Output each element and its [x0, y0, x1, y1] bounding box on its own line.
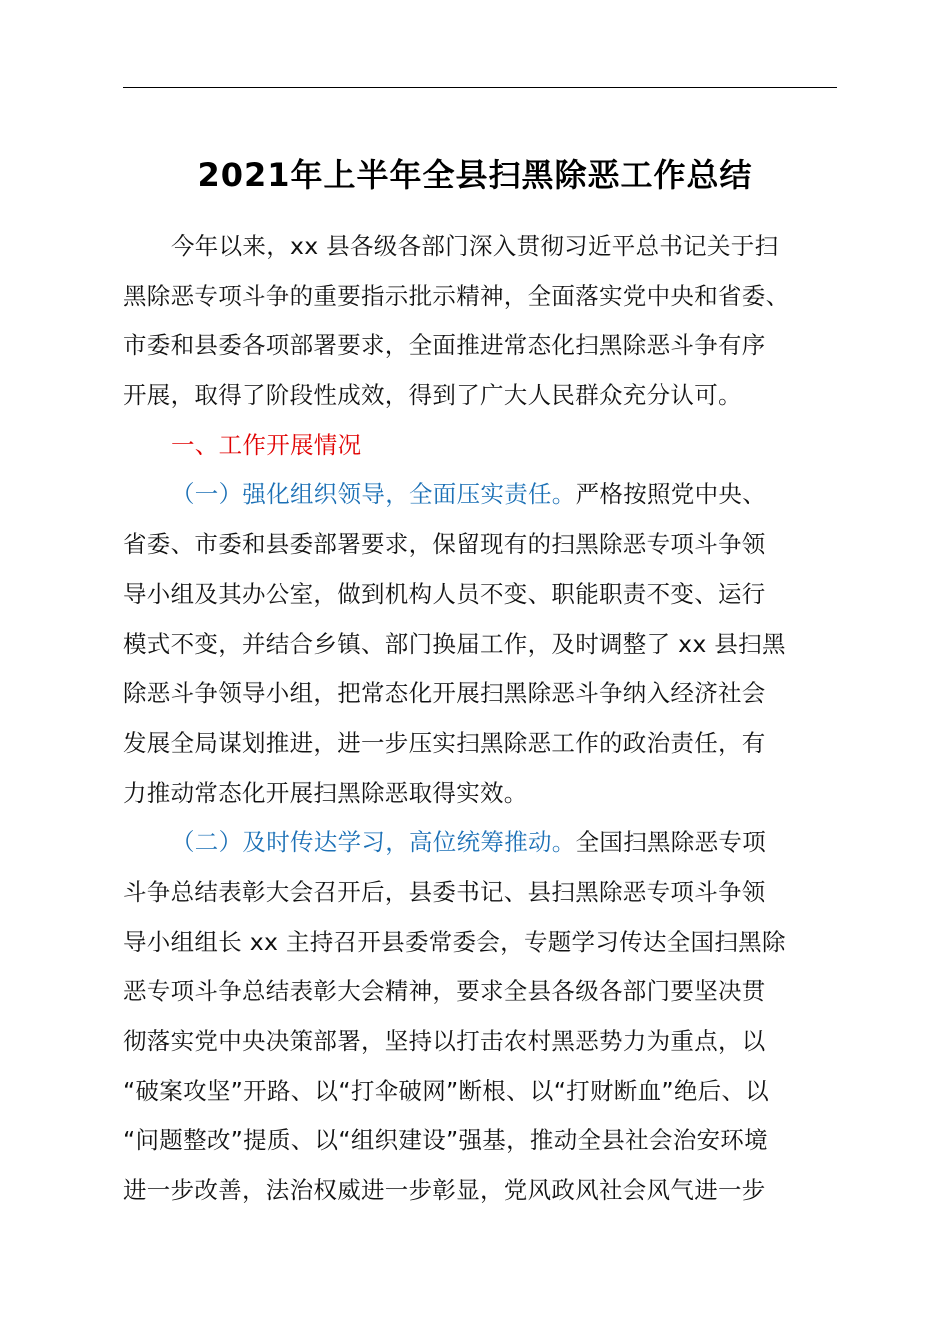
subsection-1-first-line: [123, 470, 837, 520]
intro-line: 黑除恶专项斗争的重要指示批示精神，全面落实党中央和省委、: [123, 281, 790, 310]
paragraph-line: 力推动常态化开展扫黑除恶取得实效。: [123, 778, 528, 807]
paragraph-line: “问题整改”提质、以“组织建设”强基，推动全县社会治安环境: [123, 1126, 768, 1155]
paragraph-text: 严格按照党中央、: [575, 480, 767, 509]
paragraph-text: 全国扫黑除恶专项: [575, 828, 767, 857]
document-body: [123, 222, 837, 1216]
document-title: 2021年上半年全县扫黑除恶工作总结: [197, 156, 753, 194]
paragraph-line: “破案攻坚”开路、以“打伞破网”断根、以“打财断血”绝后、以: [123, 1076, 770, 1105]
intro-line: 今年以来，xx 县各级各部门深入贯彻习近平总书记关于扫: [171, 232, 779, 260]
paragraph-line: 进一步改善，法治权威进一步彰显，党风政风社会风气进一步: [123, 1176, 766, 1205]
paragraph-line: 除恶斗争领导小组，把常态化开展扫黑除恶斗争纳入经济社会: [123, 679, 766, 708]
intro-line: 开展，取得了阶段性成效，得到了广大人民群众充分认可。: [123, 381, 742, 410]
paragraph-line: 导小组及其办公室，做到机构人员不变、职能职责不变、运行: [123, 579, 766, 608]
paragraph-line: 斗争总结表彰大会召开后，县委书记、县扫黑除恶专项斗争领: [123, 877, 766, 906]
subsection-2-heading: （二）及时传达学习，高位统筹推动。: [171, 828, 576, 857]
paragraph-line: 发展全局谋划推进，进一步压实扫黑除恶工作的政治责任，有: [123, 728, 766, 757]
paragraph-line: 彻落实党中央决策部署，坚持以打击农村黑恶势力为重点，以: [123, 1027, 766, 1055]
paragraph-line: 导小组组长 xx 主持召开县委常委会，专题学习传达全国扫黑除: [123, 927, 786, 956]
subsection-1-heading: （一）强化组织领导，全面压实责任。: [171, 480, 576, 509]
header-rule: [123, 87, 837, 88]
paragraph-line: 恶专项斗争总结表彰大会精神，要求全县各级各部门要坚决贯: [123, 977, 766, 1006]
subsection-2-first-line: [123, 818, 837, 868]
intro-line: 市委和县委各项部署要求，全面推进常态化扫黑除恶斗争有序: [123, 331, 766, 360]
paragraph-line: 模式不变，并结合乡镇、部门换届工作，及时调整了 xx 县扫黑: [123, 629, 786, 658]
paragraph-line: 省委、市委和县委部署要求，保留现有的扫黑除恶专项斗争领: [123, 530, 766, 559]
section-heading: 一、工作开展情况: [171, 430, 362, 459]
